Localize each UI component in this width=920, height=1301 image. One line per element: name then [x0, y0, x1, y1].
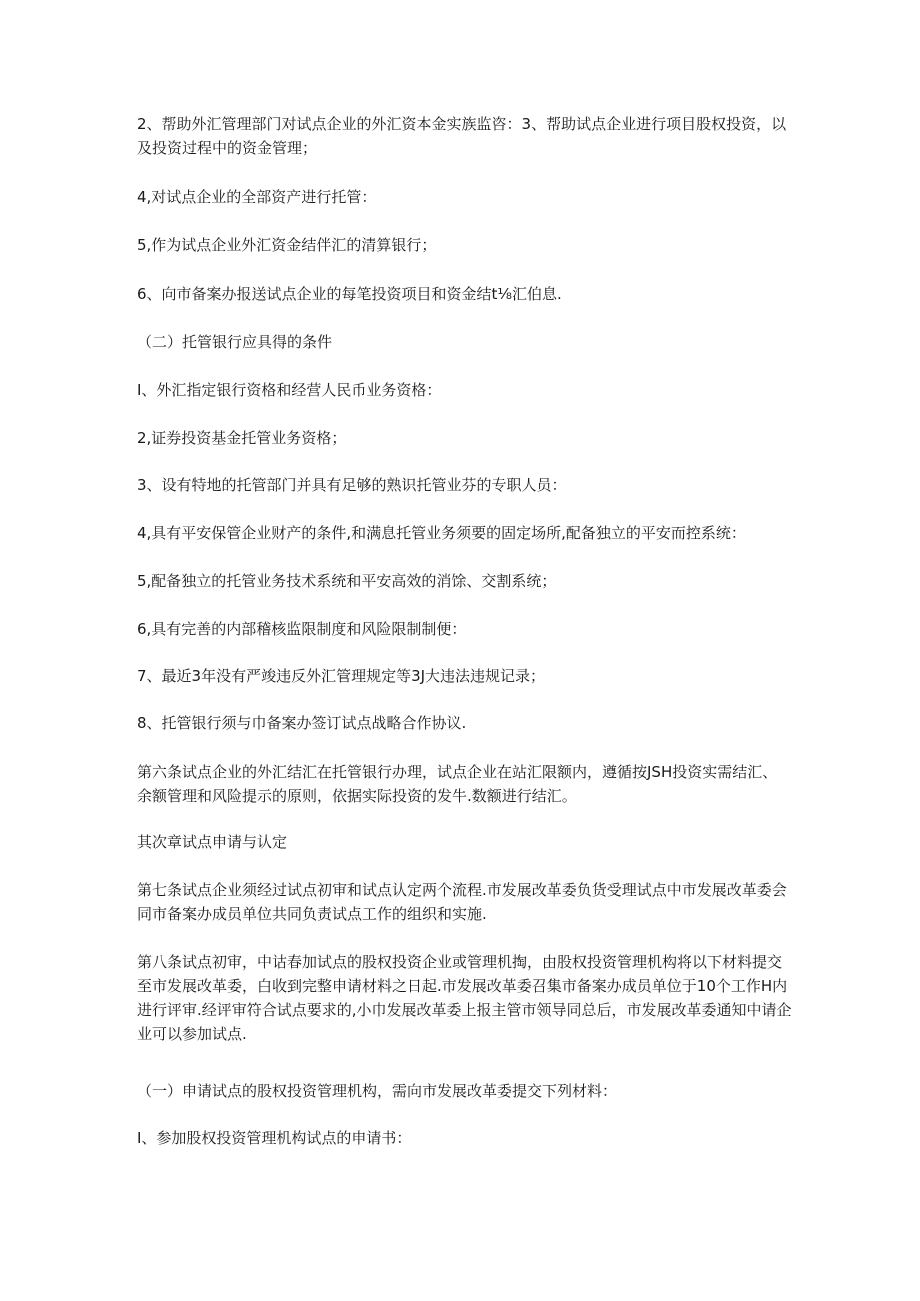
article-6-paragraph: 第六条试点企业的外汇结汇在托管银行办理，试点企业在站汇限额内，遵循按JSH投资实需结汇、余额管理和风险提示的原则，依据实际投资的发牛.数额进行结汇。: [137, 763, 778, 805]
condition-item-8: 8、托管银行须与巾备案办签订试点战略合作协议.: [137, 714, 467, 732]
subsection-heading-application-materials: （一）申请试点的股权投资管理机构，需向市发展改革委提交下列材料：: [137, 1082, 618, 1100]
condition-item-1: I、外汇指定银行资格和经营人民币业务资格：: [137, 381, 442, 399]
condition-item-5: 5,配备独立的托管业务技术系统和平安高效的消馀、交割系统；: [137, 572, 557, 590]
condition-item-7: 7、最近3年没有严竣违反外汇管理规定等3J大违法违规记录；: [137, 667, 546, 685]
section-heading-custodian-conditions: （二）托管银行应具得的条件: [137, 333, 333, 351]
condition-item-4: 4,具有平安保管企业财产的条件,和满息托管业务须要的固定场所,配备独立的平安而控系统：: [137, 524, 746, 542]
article-7-paragraph: 第七条试点企业须经过试点初审和试点认定两个流程.市发展改革委负货受理试点中市发展改革委会同市备案办成员单位共同负责试点工作的组织和实施.: [137, 881, 787, 923]
article-8-paragraph: 第八条试点初审，中诂春加试点的股权投资企业或管理机掏，由股权投资管理机构将以下材料提交至市发展改革委，白收到完整申请材料之日起.市发展改革委召集市备案办成员单位于10个工作H内进行评审.经评审符合试点要求的,小巾发展改革委上报主管市领导同总后，市发展改革委通知中请企业可以参加试点.: [137, 953, 792, 1043]
material-item-1: I、参加股权投资管理机构试点的申请书：: [137, 1129, 412, 1147]
condition-item-3: 3、设有特地的托管部门并具有足够的熟识托管业芬的专职人员：: [137, 476, 567, 494]
chapter-heading: 其次章试点申请与认定: [137, 833, 288, 851]
paragraph-item-4: 4,对试点企业的全部资产进行托管：: [137, 188, 377, 206]
paragraph-item-5: 5,作为试点企业外汇资金结伴汇的清算银行；: [137, 236, 437, 254]
condition-item-6: 6,具有完善的内部稽核监限制度和风险限制制便：: [137, 620, 467, 638]
paragraph-item-6: 6、向市备案办报送试点企业的每笔投资项目和资金结t⅛汇伯息.: [137, 285, 562, 303]
paragraph-item-2-3: 2、帮助外汇管理部门对试点企业的外汇资本金实族监咨：3、帮助试点企业进行项目股权投资，以及投资过程中的资金管理；: [137, 115, 787, 157]
condition-item-2: 2,证券投资基金托管业务资格；: [137, 429, 347, 447]
